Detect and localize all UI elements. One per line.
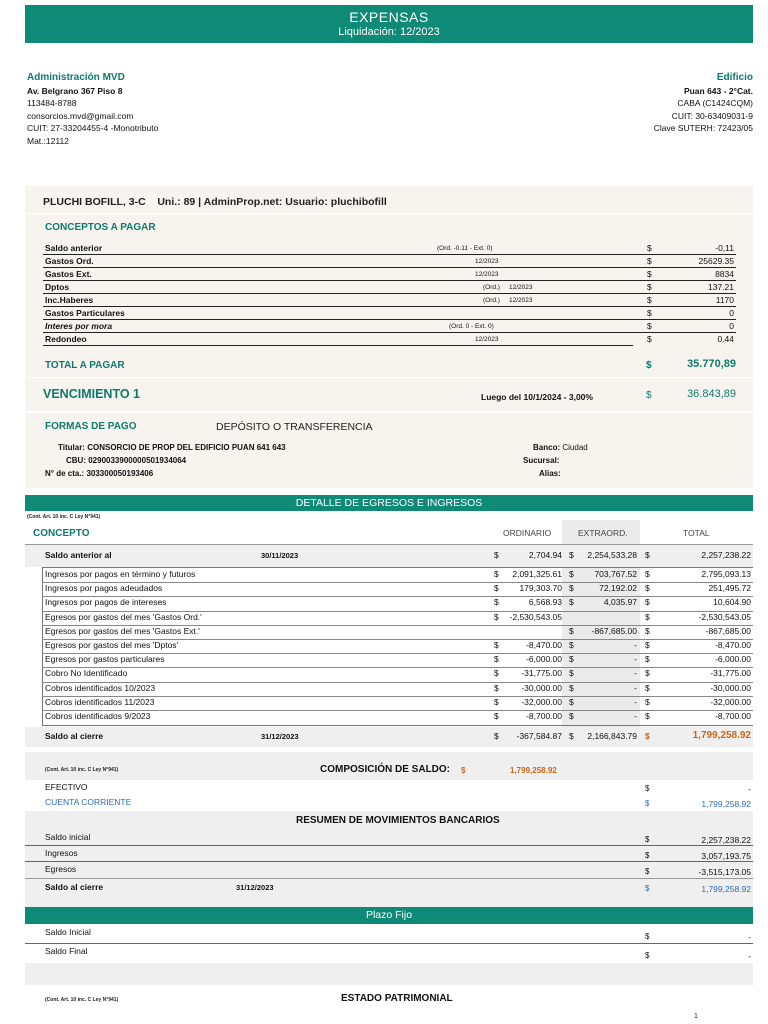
currency-symbol: $ [569, 682, 574, 693]
plazo-final-row [25, 944, 753, 963]
row-divider [42, 682, 753, 683]
concept-row [43, 281, 736, 294]
resumen-amount: 2,257,238.22 [701, 835, 751, 845]
total-value: 251,495.72 [708, 583, 751, 594]
currency-symbol: $ [494, 711, 499, 721]
ord-value: -8,700.00 [526, 711, 562, 721]
admin-phone: 113484-8788 [27, 98, 77, 109]
ord-value: -6,000.00 [526, 654, 562, 665]
saldo-cierre-row [25, 730, 753, 744]
plazo-inicial-row [25, 925, 753, 944]
concept-ref: (Ord.) 12/2023 [483, 297, 533, 304]
movement-label: Cobros identificados 11/2023 [45, 696, 155, 707]
building-block [654, 72, 753, 135]
currency-symbol: $ [647, 308, 652, 318]
movement-row [25, 596, 753, 610]
currency-symbol: $ [645, 851, 650, 860]
row-divider [42, 596, 753, 597]
cuenta-corriente-label: CUENTA CORRIENTE [45, 797, 132, 807]
currency-symbol: $ [569, 654, 574, 665]
concept-ref: (Ord. 0 - Ext. 0) [449, 323, 494, 330]
resumen-label: Saldo inicial [45, 832, 91, 842]
concept-ref: 12/2023 [475, 271, 499, 278]
plazo-final-amount: - [748, 951, 751, 961]
currency-symbol: $ [494, 731, 499, 741]
row-divider [42, 653, 753, 654]
admin-address: Av. Belgrano 367 Piso 8 [27, 85, 123, 96]
movement-label: Ingresos por pagos de intereses [45, 597, 167, 608]
concept-ref: (Ord. -0.11 - Ext. 0) [437, 245, 493, 252]
ord-value: -30,000.00 [521, 682, 562, 693]
currency-symbol: $ [647, 243, 652, 253]
payment-method: DEPÓSITO O TRANSFERENCIA [216, 421, 373, 433]
currency-symbol: $ [645, 731, 650, 741]
currency-symbol: $ [645, 569, 650, 579]
concept-ref: (Ord.) 12/2023 [483, 284, 533, 291]
currency-symbol: $ [645, 951, 650, 960]
movement-row [25, 625, 753, 639]
currency-symbol: $ [494, 682, 499, 693]
movement-label: Ingresos por pagos en término y futuros [45, 569, 196, 579]
total-value: 2,257,238.22 [701, 550, 751, 560]
composicion-amount: 1,799,258.92 [510, 766, 557, 775]
banco-row [533, 443, 588, 452]
currency-symbol: $ [645, 884, 650, 893]
saldo-anterior-label: Saldo anterior al [45, 550, 112, 560]
col-ordinario: ORDINARIO [503, 528, 552, 538]
concept-label: Inc.Haberes [45, 295, 94, 305]
vencimiento-amount: 36.843,89 [687, 388, 736, 400]
concept-row [43, 268, 736, 281]
concept-label: Gastos Ext. [45, 269, 92, 279]
total-value: 2,795,093.13 [701, 569, 751, 579]
currency-symbol: $ [569, 569, 574, 579]
ext-value: - [634, 696, 637, 707]
ord-value: 6,568.93 [528, 597, 562, 608]
cuenta-row [45, 469, 153, 478]
total-value: -30,000.00 [710, 682, 751, 693]
col-extraord: EXTRAORD. [578, 528, 628, 538]
concept-label: Interes por mora [45, 321, 113, 331]
admin-cuit: CUIT: 27-33204455-4 -Monotributo [27, 123, 159, 134]
currency-symbol: $ [645, 867, 650, 876]
movement-row [25, 682, 753, 696]
currency-symbol: $ [647, 334, 652, 344]
legal-note: (Cont. Art. 10 inc. C Ley N°941) [45, 997, 119, 1003]
formas-pago-title: FORMAS DE PAGO [45, 421, 137, 432]
movement-row [25, 639, 753, 653]
currency-symbol: $ [569, 668, 574, 679]
ext-value: 703,767.52 [594, 569, 637, 579]
building-address: Puan 643 - 2°Cat. [683, 85, 753, 96]
plazo-final-label: Saldo Final [45, 946, 88, 956]
row-divider [42, 625, 753, 626]
ext-value: 72,192.02 [599, 583, 637, 594]
resumen-cierre-date: 31/12/2023 [236, 883, 274, 892]
row-divider [42, 667, 753, 668]
legal-note: (Cont. Art. 10 inc. C Ley N°941) [27, 514, 101, 520]
estado-title: ESTADO PATRIMONIAL [341, 993, 453, 1004]
banco-value: Ciudad [562, 443, 588, 452]
movement-row [25, 710, 753, 724]
currency-symbol: $ [645, 611, 650, 622]
currency-symbol: $ [645, 625, 650, 636]
concept-amount: 0 [729, 321, 734, 331]
efectivo-amount: - [748, 784, 751, 794]
cbu-label: CBU: [66, 456, 86, 465]
plazo-fijo-band: Plazo Fijo [25, 907, 753, 924]
admin-email: consorcios.mvd@gmail.com [27, 110, 134, 121]
cuenta-corriente-row [25, 795, 753, 811]
movement-row [25, 568, 753, 582]
total-value: -32,000.00 [710, 696, 751, 707]
resumen-cierre-label: Saldo al cierre [45, 882, 104, 892]
page-number: 1 [694, 1013, 698, 1020]
efectivo-row [25, 780, 753, 796]
ext-value: - [634, 668, 637, 679]
currency-symbol: $ [647, 282, 652, 292]
resumen-amount: -3,515,173.05 [698, 867, 751, 877]
ext-value: -867,685.00 [591, 625, 637, 636]
building-cuit: CUIT: 30-63409031-9 [671, 110, 753, 121]
currency-symbol: $ [569, 696, 574, 707]
panel-divider [25, 411, 753, 413]
currency-symbol: $ [494, 597, 499, 608]
currency-symbol: $ [494, 569, 499, 579]
resumen-label: Ingresos [45, 848, 78, 858]
row-divider [42, 611, 753, 612]
building-city: CABA (C1424CQM) [677, 98, 753, 109]
concept-row [43, 294, 736, 307]
cbu-row [66, 456, 186, 465]
resumen-label: Egresos [45, 864, 77, 874]
concept-label: Gastos Ord. [45, 256, 94, 266]
document-subtitle: Liquidación: 12/2023 [338, 26, 440, 38]
spacer-band [25, 963, 753, 985]
titular-label: Titular: [58, 443, 85, 452]
concept-amount: 137.21 [708, 282, 734, 292]
administration-block [27, 72, 158, 148]
header-banner [25, 5, 753, 43]
saldo-cierre-date: 31/12/2023 [261, 732, 299, 741]
conceptos-title: CONCEPTOS A PAGAR [45, 222, 156, 233]
currency-symbol: $ [645, 668, 650, 679]
currency-symbol: $ [569, 640, 574, 650]
resumen-amount: 3,057,193.75 [701, 851, 751, 861]
movement-row [25, 582, 753, 596]
ext-value: - [634, 654, 637, 665]
currency-symbol: $ [494, 654, 499, 665]
concept-amount: 0 [729, 308, 734, 318]
resumen-row [25, 846, 753, 862]
currency-symbol: $ [569, 711, 574, 721]
sucursal-label: Sucursal: [523, 456, 560, 465]
currency-symbol: $ [647, 321, 652, 331]
currency-symbol: $ [645, 682, 650, 693]
currency-symbol: $ [494, 668, 499, 679]
resumen-cierre-row [25, 880, 753, 896]
owner-line: PLUCHI BOFILL, 3-C Uni.: 89 | AdminProp.net: Usuario: pluchibofill [43, 196, 387, 208]
banco-label: Banco: [533, 443, 561, 452]
total-value: -8,470.00 [715, 640, 751, 650]
movement-label: Egresos por gastos del mes 'Dptos' [45, 640, 179, 650]
currency-symbol: $ [494, 611, 499, 622]
currency-symbol: $ [645, 799, 650, 808]
titular-value: CONSORCIO DE PROP DEL EDIFICIO PUAN 641 643 [87, 443, 286, 452]
building-suterh: Clave SUTERH: 72423/05 [653, 123, 753, 134]
ord-value: -32,000.00 [521, 696, 562, 707]
concepto-header: CONCEPTO [33, 528, 90, 539]
currency-symbol: $ [569, 597, 574, 608]
panel-divider [25, 377, 753, 378]
concept-row [43, 255, 736, 268]
currency-symbol: $ [645, 696, 650, 707]
total-value: -2,530,543.05 [698, 611, 751, 622]
concept-row [43, 242, 736, 255]
currency-symbol: $ [461, 766, 466, 775]
currency-symbol: $ [645, 550, 650, 560]
concept-ref: 12/2023 [475, 336, 499, 343]
currency-symbol: $ [647, 256, 652, 266]
movement-label: Egresos por gastos del mes 'Gastos Ext.' [45, 625, 200, 636]
total-value: -8,700.00 [715, 711, 751, 721]
saldo-anterior-date: 30/11/2023 [261, 551, 299, 560]
total-value: -867,685.00 [705, 625, 751, 636]
concept-amount: 25629.35 [698, 256, 734, 266]
saldo-cierre-label: Saldo al cierre [45, 731, 104, 741]
ext-value: - [634, 640, 637, 650]
total-value: -31,775.00 [710, 668, 751, 679]
movement-label: Egresos por gastos particulares [45, 654, 165, 665]
cuenta-label: N° de cta.: [45, 469, 85, 478]
movement-row [25, 611, 753, 625]
total-amount: 35.770,89 [687, 358, 736, 370]
efectivo-label: EFECTIVO [45, 782, 88, 792]
concept-ref: 12/2023 [475, 258, 499, 265]
concept-amount: 1170 [715, 295, 734, 305]
currency-symbol: $ [645, 835, 650, 844]
document-title: EXPENSAS [349, 9, 429, 25]
currency-symbol: $ [569, 550, 574, 560]
ext-value: - [634, 682, 637, 693]
total-value: -6,000.00 [715, 654, 751, 665]
currency-symbol: $ [569, 583, 574, 594]
currency-symbol: $ [645, 583, 650, 594]
currency-symbol: $ [645, 654, 650, 665]
ext-value: 4,035.97 [603, 597, 637, 608]
alias-label: Alias: [539, 469, 561, 478]
ord-value: -8,470.00 [526, 640, 562, 650]
ord-value: 2,704.94 [528, 550, 562, 560]
admin-name: Administración MVD [27, 72, 125, 83]
vencimiento-note: Luego del 10/1/2024 - 3,00% [481, 392, 593, 402]
detalle-band: DETALLE DE EGRESOS E INGRESOS [25, 495, 753, 511]
admin-mat: Mat.:12112 [27, 135, 69, 146]
concept-row-amount [43, 333, 736, 346]
total-value: 10,604.90 [713, 597, 751, 608]
currency-symbol: $ [494, 550, 499, 560]
currency-symbol: $ [647, 269, 652, 279]
concept-amount: -0,11 [715, 243, 734, 253]
movement-label: Ingresos por pagos adeudados [45, 583, 163, 594]
concept-label: Gastos Particulares [45, 308, 125, 318]
currency-symbol: $ [645, 640, 650, 650]
cuenta-value: 303300050193406 [86, 469, 154, 478]
ord-value: 179,303.70 [519, 583, 562, 594]
row-divider [42, 639, 753, 640]
concept-row [43, 307, 736, 320]
row-divider [42, 710, 753, 711]
concept-amount: 8834 [715, 269, 734, 279]
concept-amount: 0.44 [717, 334, 734, 344]
currency-symbol: $ [646, 360, 652, 371]
ext-value: 2,166,843.79 [587, 731, 637, 741]
row-divider [42, 696, 753, 697]
currency-symbol: $ [645, 711, 650, 721]
currency-symbol: $ [647, 295, 652, 305]
ext-value: - [634, 711, 637, 721]
currency-symbol: $ [569, 731, 574, 741]
building-label: Edificio [716, 72, 753, 83]
currency-symbol: $ [645, 784, 650, 793]
currency-symbol: $ [494, 696, 499, 707]
ext-value: 2,254,533.28 [587, 550, 637, 560]
movement-label: Egresos por gastos del mes 'Gastos Ord.' [45, 611, 202, 622]
currency-symbol: $ [569, 625, 574, 636]
plazo-inicial-label: Saldo Inicial [45, 927, 91, 937]
vencimiento-label: VENCIMIENTO 1 [43, 387, 141, 401]
concept-row [43, 320, 736, 333]
currency-symbol: $ [645, 597, 650, 608]
movement-label: Cobros identificados 9/2023 [45, 711, 151, 721]
total-label: TOTAL A PAGAR [45, 360, 125, 371]
row-divider [42, 582, 753, 583]
resumen-row [25, 830, 753, 846]
currency-symbol: $ [646, 390, 652, 401]
movement-row [25, 667, 753, 681]
ord-value: -2,530,543.05 [509, 611, 562, 622]
saldo-anterior-row [25, 549, 753, 563]
cuenta-corriente-amount: 1,799,258.92 [701, 799, 751, 809]
titular-row [58, 443, 286, 452]
plazo-inicial-amount: - [748, 932, 751, 942]
panel-divider [25, 213, 753, 214]
movement-label: Cobros identificados 10/2023 [45, 682, 156, 693]
composicion-title: COMPOSICIÓN DE SALDO: [320, 764, 451, 775]
resumen-title: RESUMEN DE MOVIMIENTOS BANCARIOS [296, 815, 500, 826]
movement-row [25, 653, 753, 667]
divider [25, 878, 753, 879]
total-value: 1,799,258.92 [692, 730, 751, 741]
col-total: TOTAL [683, 528, 710, 538]
resumen-cierre-amount: 1,799,258.92 [701, 884, 751, 894]
legal-note: (Cont. Art. 10 inc. C Ley N°941) [45, 767, 119, 773]
currency-symbol: $ [645, 932, 650, 941]
resumen-row [25, 862, 753, 878]
concept-label: Redondeo [45, 334, 87, 344]
movement-label: Cobro No Identificado [45, 668, 128, 679]
ord-value: -31,775.00 [521, 668, 562, 679]
ord-value: -367,584.87 [516, 731, 562, 741]
movement-row [25, 696, 753, 710]
currency-symbol: $ [494, 640, 499, 650]
concept-label: Saldo anterior [45, 243, 103, 253]
concept-label: Dptos [45, 282, 70, 292]
cbu-value: 0290033900000501934064 [88, 456, 187, 465]
ord-value: 2,091,325.61 [512, 569, 562, 579]
currency-symbol: $ [494, 583, 499, 594]
